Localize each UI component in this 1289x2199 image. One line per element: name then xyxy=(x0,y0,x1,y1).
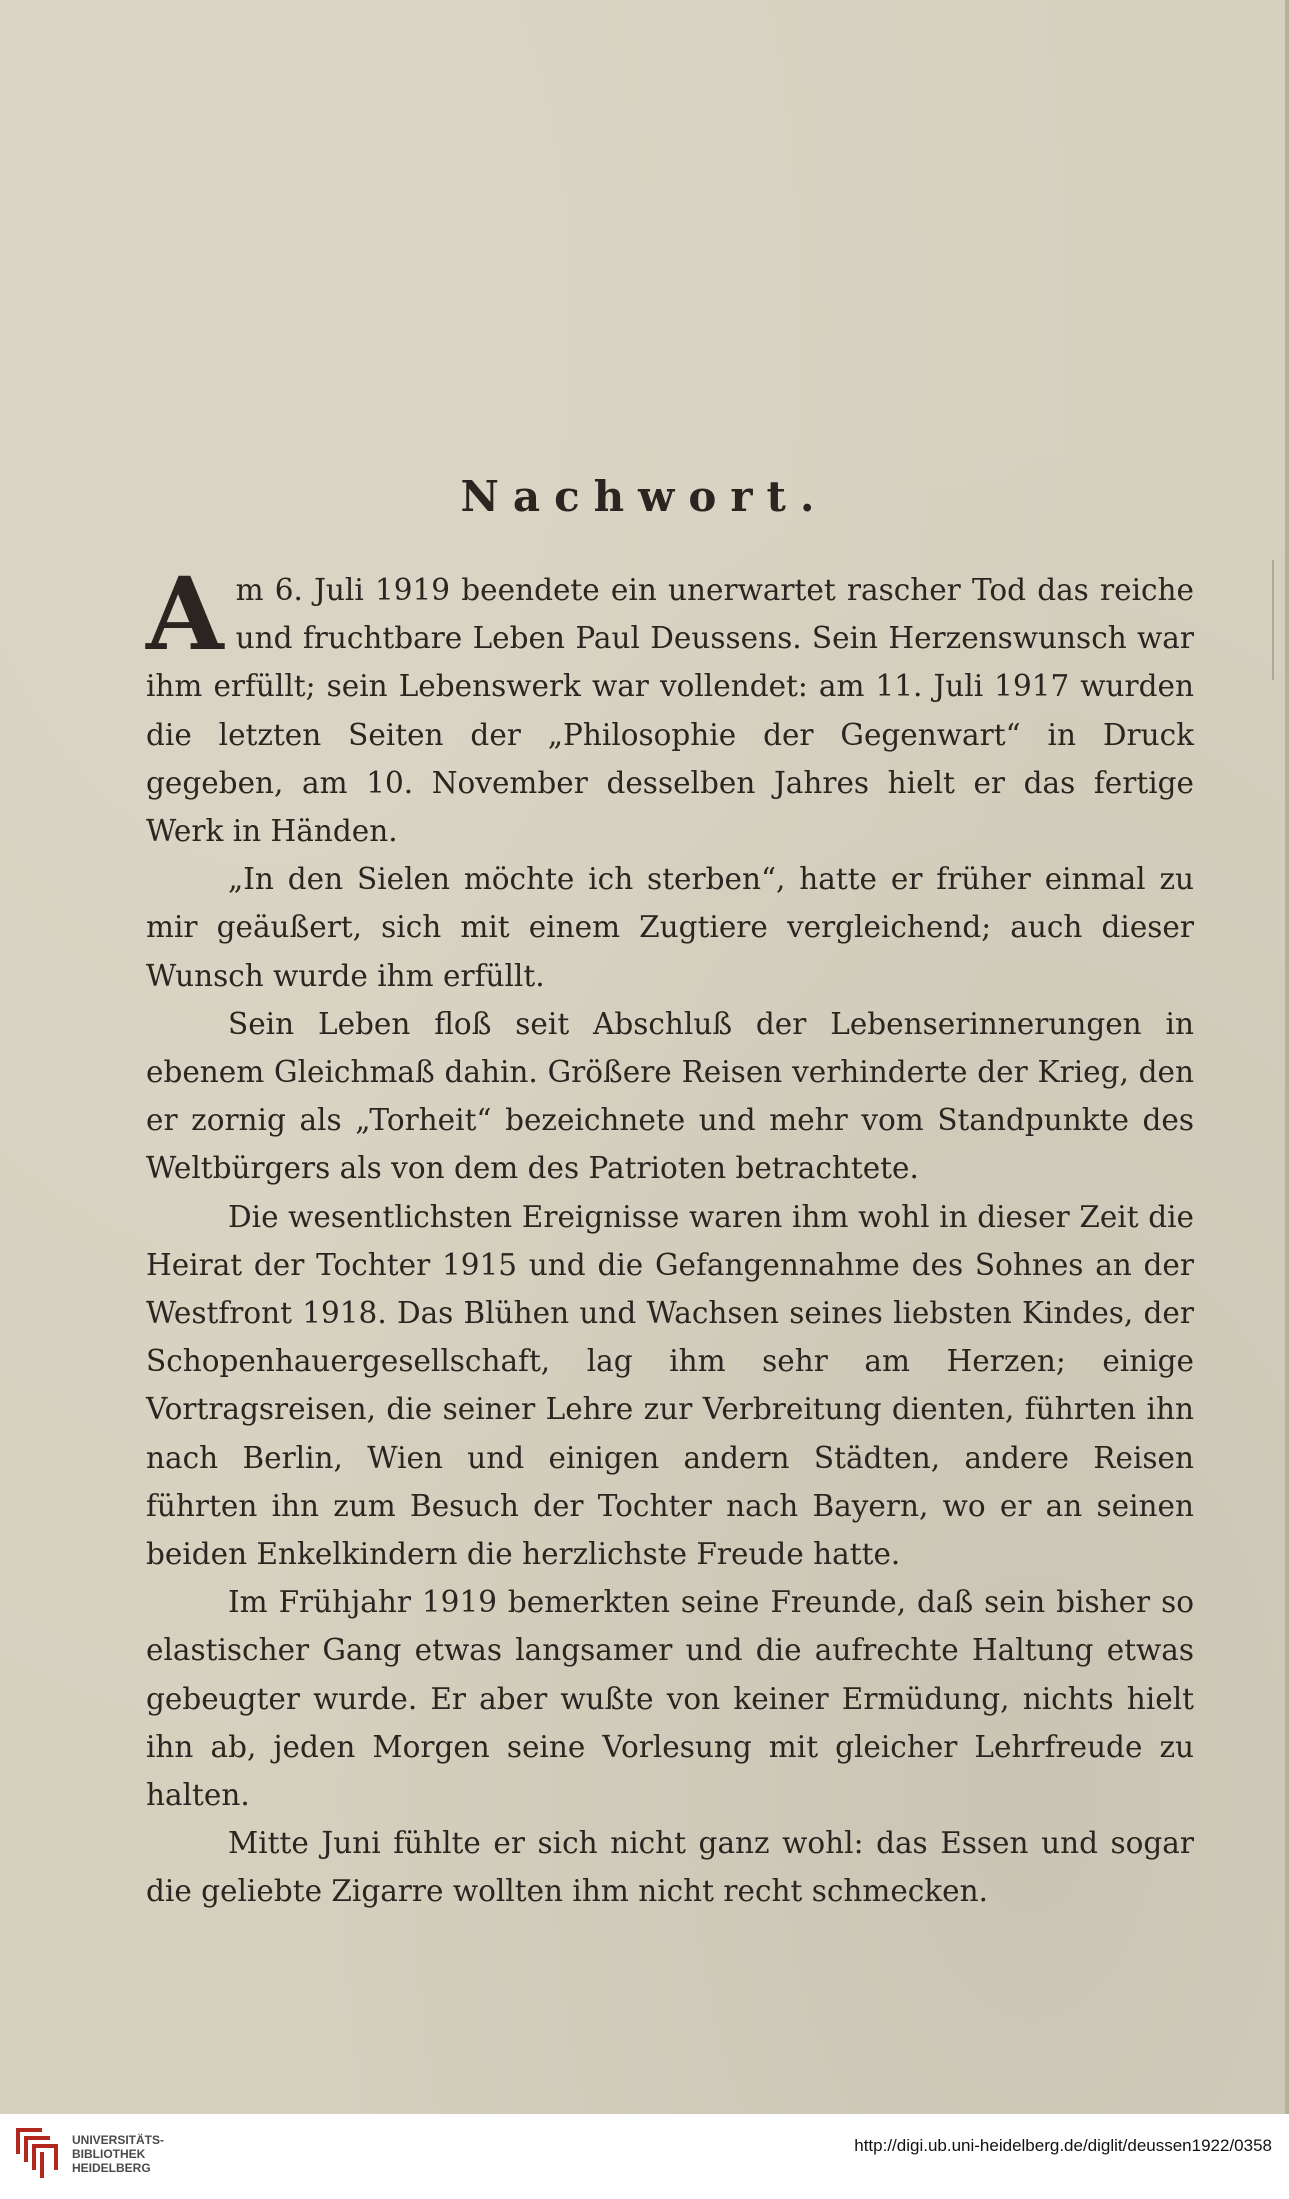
logo-line-2: BIBLIOTHEK xyxy=(72,2147,146,2161)
paragraph-6: Mitte Juni fühlte er sich nicht ganz wohl: das Essen und sogar die geliebte Zigarre wollten ihm nicht recht schmecken. xyxy=(146,1826,1194,1909)
paper-mark xyxy=(1272,560,1274,680)
source-url-link[interactable]: http://digi.ub.uni-heidelberg.de/diglit/deussen1922/0358 xyxy=(854,2136,1272,2155)
page-edge-shadow xyxy=(1285,0,1289,2114)
paragraph-5: Im Frühjahr 1919 bemerkten seine Freunde, daß sein bisher so elastischer Gang etwas langsamer und die aufrechte Haltung etwas gebeugter wurde. Er aber wußte von keiner Ermüdung, nichts hielt ihn ab, jeden Morgen seine Vorlesung mit gleicher Lehrfreude zu halten. xyxy=(146,1585,1194,1813)
footer-bar xyxy=(0,2114,1289,2199)
paragraph-2: „In den Sielen möchte ich sterben“, hatte er früher einmal zu mir geäußert, sich mit einem Zugtiere vergleichend; auch dieser Wunsch wurde ihm erfüllt. xyxy=(146,862,1194,993)
paragraph-1 xyxy=(146,555,1194,855)
body-text xyxy=(146,555,1194,1916)
library-logo-text xyxy=(72,2133,164,2175)
logo-line-3: HEIDELBERG xyxy=(72,2161,151,2175)
logo-line-1: UNIVERSITÄTS- xyxy=(72,2133,165,2147)
paragraph-3: Sein Leben floß seit Abschluß der Lebenserinnerungen in ebenem Gleichmaß dahin. Größere Reisen verhinderte der Krieg, den er zornig als „Torheit“ bezeichnete und mehr vom Standpunkte des Weltbürgers als von dem des Patrioten betrachtete. xyxy=(146,1006,1194,1186)
drop-cap: A xyxy=(146,555,224,673)
paragraph-4: Die wesentlichsten Ereignisse waren ihm wohl in dieser Zeit die Heirat der Tochter 1915 und die Gefangennahme des Sohnes an der Westfront 1918. Das Blühen und Wachsen seines liebsten Kindes, der Schopenhauergesellschaft, lag ihm sehr am Herzen; einige Vortragsreisen, die seiner Lehre zur Verbreitung dienten, führten ihn nach Berlin, Wien und einigen andern Städten, andere Reisen führten ihn zum Besuch der Tochter nach Bayern, wo er an seinen beiden Enkelkindern die herzlichste Freude hatte. xyxy=(146,1199,1194,1572)
university-library-logo-icon xyxy=(12,2124,62,2182)
page-title: Nachwort. xyxy=(460,472,829,521)
paragraph-1-text: m 6. Juli 1919 beendete ein unerwartet rascher Tod das reiche und fruchtbare Leben Paul Deussens. Sein Herzenswunsch war ihm erfüllt; sein Lebenswerk war vollendet: am 11. Juli 1917 wurden die letzten Seiten der „Philosophie der Gegenwart“ in Druck gegeben, am 10. November desselben Jahres hielt er das fertige Werk in Händen. xyxy=(146,573,1194,849)
